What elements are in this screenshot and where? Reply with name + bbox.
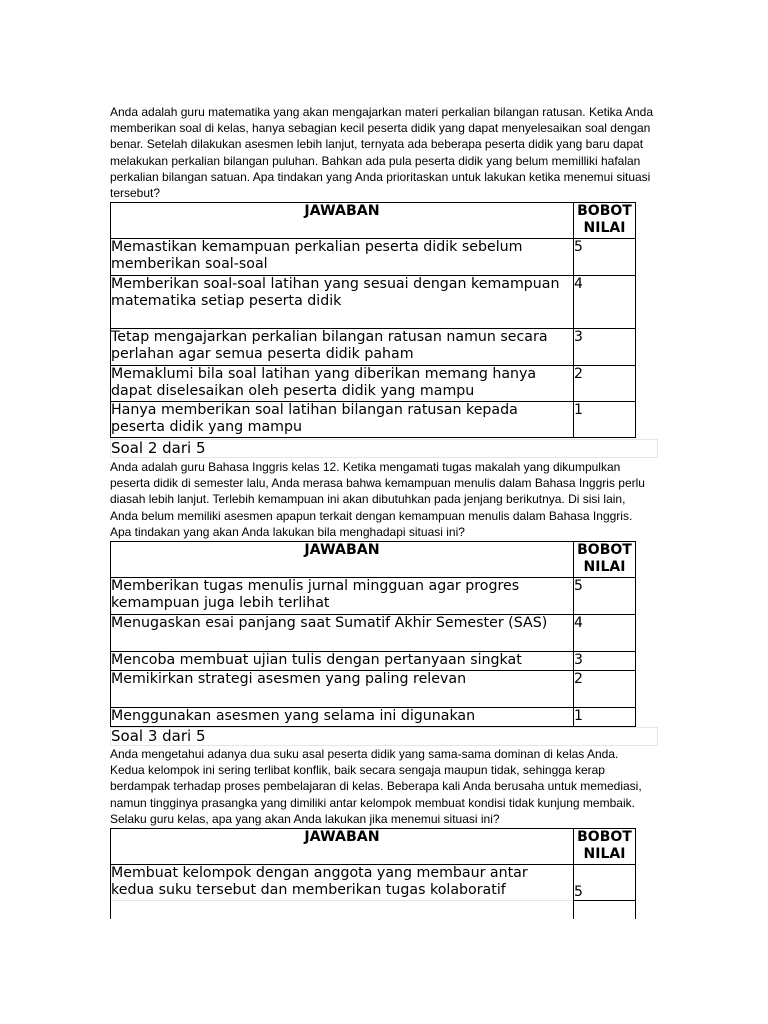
header-score: BOBOT NILAI	[574, 542, 636, 578]
answer-cell: Mencoba membuat ujian tulis dengan pertanyaan singkat	[111, 652, 574, 671]
score-cell: 2	[574, 366, 636, 402]
question-2-text: Anda adalah guru Bahasa Inggris kelas 12. Ketika mengamati tugas makalah yang dikumpulkan peserta didik di semester lalu, Anda merasa bahwa kemampuan menulis dalam Bahasa Inggris perlu diasah lebih lanjut. Terlebih kemampuan ini akan dibutuhkan pada jenjang berikutnya. Di sisi lain, Anda belum memiliki asesmen apapun terkait dengan kemampuan menulis dalam Bahasa Inggris. Apa tindakan yang akan Anda lakukan bila menghadapi situasi ini?	[110, 460, 645, 539]
table-row	[111, 901, 636, 919]
score-cell: 2	[574, 671, 636, 708]
score-cell: 3	[574, 652, 636, 671]
table-row	[111, 671, 636, 708]
header-score: BOBOT NILAI	[574, 829, 636, 865]
question-1-text: Anda adalah guru matematika yang akan mengajarkan materi perkalian bilangan ratusan. Ketika Anda memberikan soal di kelas, hanya sebagian kecil peserta didik yang dapat menyelesaikan soal dengan benar. Setelah dilakukan asesmen lebih lanjut, ternyata ada beberapa peserta didik yang baru dapat melakukan perkalian bilangan puluhan. Bahkan ada pula peserta didik yang belum memilliki hafalan perkalian bilangan satuan. Apa tindakan yang Anda prioritaskan untuk lakukan ketika menemui situasi tersebut?	[110, 105, 654, 201]
score-cell: 1	[574, 402, 636, 438]
score-cell: 4	[574, 615, 636, 652]
score-cell: 5	[574, 239, 636, 276]
table-row	[111, 366, 636, 402]
table-row	[111, 652, 636, 671]
table-row	[111, 615, 636, 652]
answer-cell: Memaklumi bila soal latihan yang diberikan memang hanya dapat diselesaikan oleh peserta didik yang mampu	[111, 366, 574, 402]
table-row	[111, 239, 636, 276]
header-answer: JAWABAN	[111, 542, 574, 578]
answer-cell: Hanya memberikan soal latihan bilangan ratusan kepada peserta didik yang mampu	[111, 402, 574, 438]
header-answer: JAWABAN	[111, 829, 574, 865]
answer-cell: Memberikan soal-soal latihan yang sesuai dengan kemampuan matematika setiap peserta didik	[111, 276, 574, 329]
score-cell: 4	[574, 276, 636, 329]
table-row	[111, 708, 636, 727]
score-cell: 3	[574, 329, 636, 366]
question-2-title: Soal 2 dari 5	[110, 439, 658, 458]
table-row	[111, 578, 636, 615]
answer-cell: Menggunakan asesmen yang selama ini digunakan	[111, 708, 574, 727]
table-row	[111, 329, 636, 366]
answer-cell: Memberikan tugas menulis jurnal mingguan agar progres kemampuan juga lebih terlihat	[111, 578, 574, 615]
header-answer: JAWABAN	[111, 203, 574, 239]
score-cell: 5	[574, 578, 636, 615]
answer-cell: Membuat kelompok dengan anggota yang membaur antar kedua suku tersebut dan memberikan tugas kolaboratif	[111, 865, 574, 901]
score-cell: 5	[574, 865, 636, 901]
answer-table-3	[110, 828, 636, 919]
question-3-text: Anda mengetahui adanya dua suku asal peserta didik yang sama-sama dominan di kelas Anda. Kedua kelompok ini sering terlibat konflik, baik secara sengaja maupun tidak, sehingga kerap berdampak terhadap proses pembelajaran di kelas. Beberapa kali Anda berusaha untuk memediasi, namun tingginya prasangka yang dimiliki antar kelompok membuat kondisi tidak kunjung membaik. Selaku guru kelas, apa yang akan Anda lakukan jika menemui situasi ini?	[110, 747, 642, 826]
answer-cell: Menugaskan esai panjang saat Sumatif Akhir Semester (SAS)	[111, 615, 574, 652]
table-row	[111, 402, 636, 438]
answer-table-2	[110, 541, 636, 727]
answer-cell: Tetap mengajarkan perkalian bilangan ratusan namun secara perlahan agar semua peserta didik paham	[111, 329, 574, 366]
empty-score-cell	[574, 901, 636, 919]
table-row	[111, 276, 636, 329]
answer-cell: Memastikan kemampuan perkalian peserta didik sebelum memberikan soal-soal	[111, 239, 574, 276]
answer-cell: Memikirkan strategi asesmen yang paling relevan	[111, 671, 574, 708]
question-3-title: Soal 3 dari 5	[110, 727, 658, 746]
table-row	[111, 865, 636, 901]
header-score: BOBOT NILAI	[574, 203, 636, 239]
answer-table-1	[110, 202, 636, 438]
score-cell: 1	[574, 708, 636, 727]
empty-answer-cell	[111, 901, 574, 919]
